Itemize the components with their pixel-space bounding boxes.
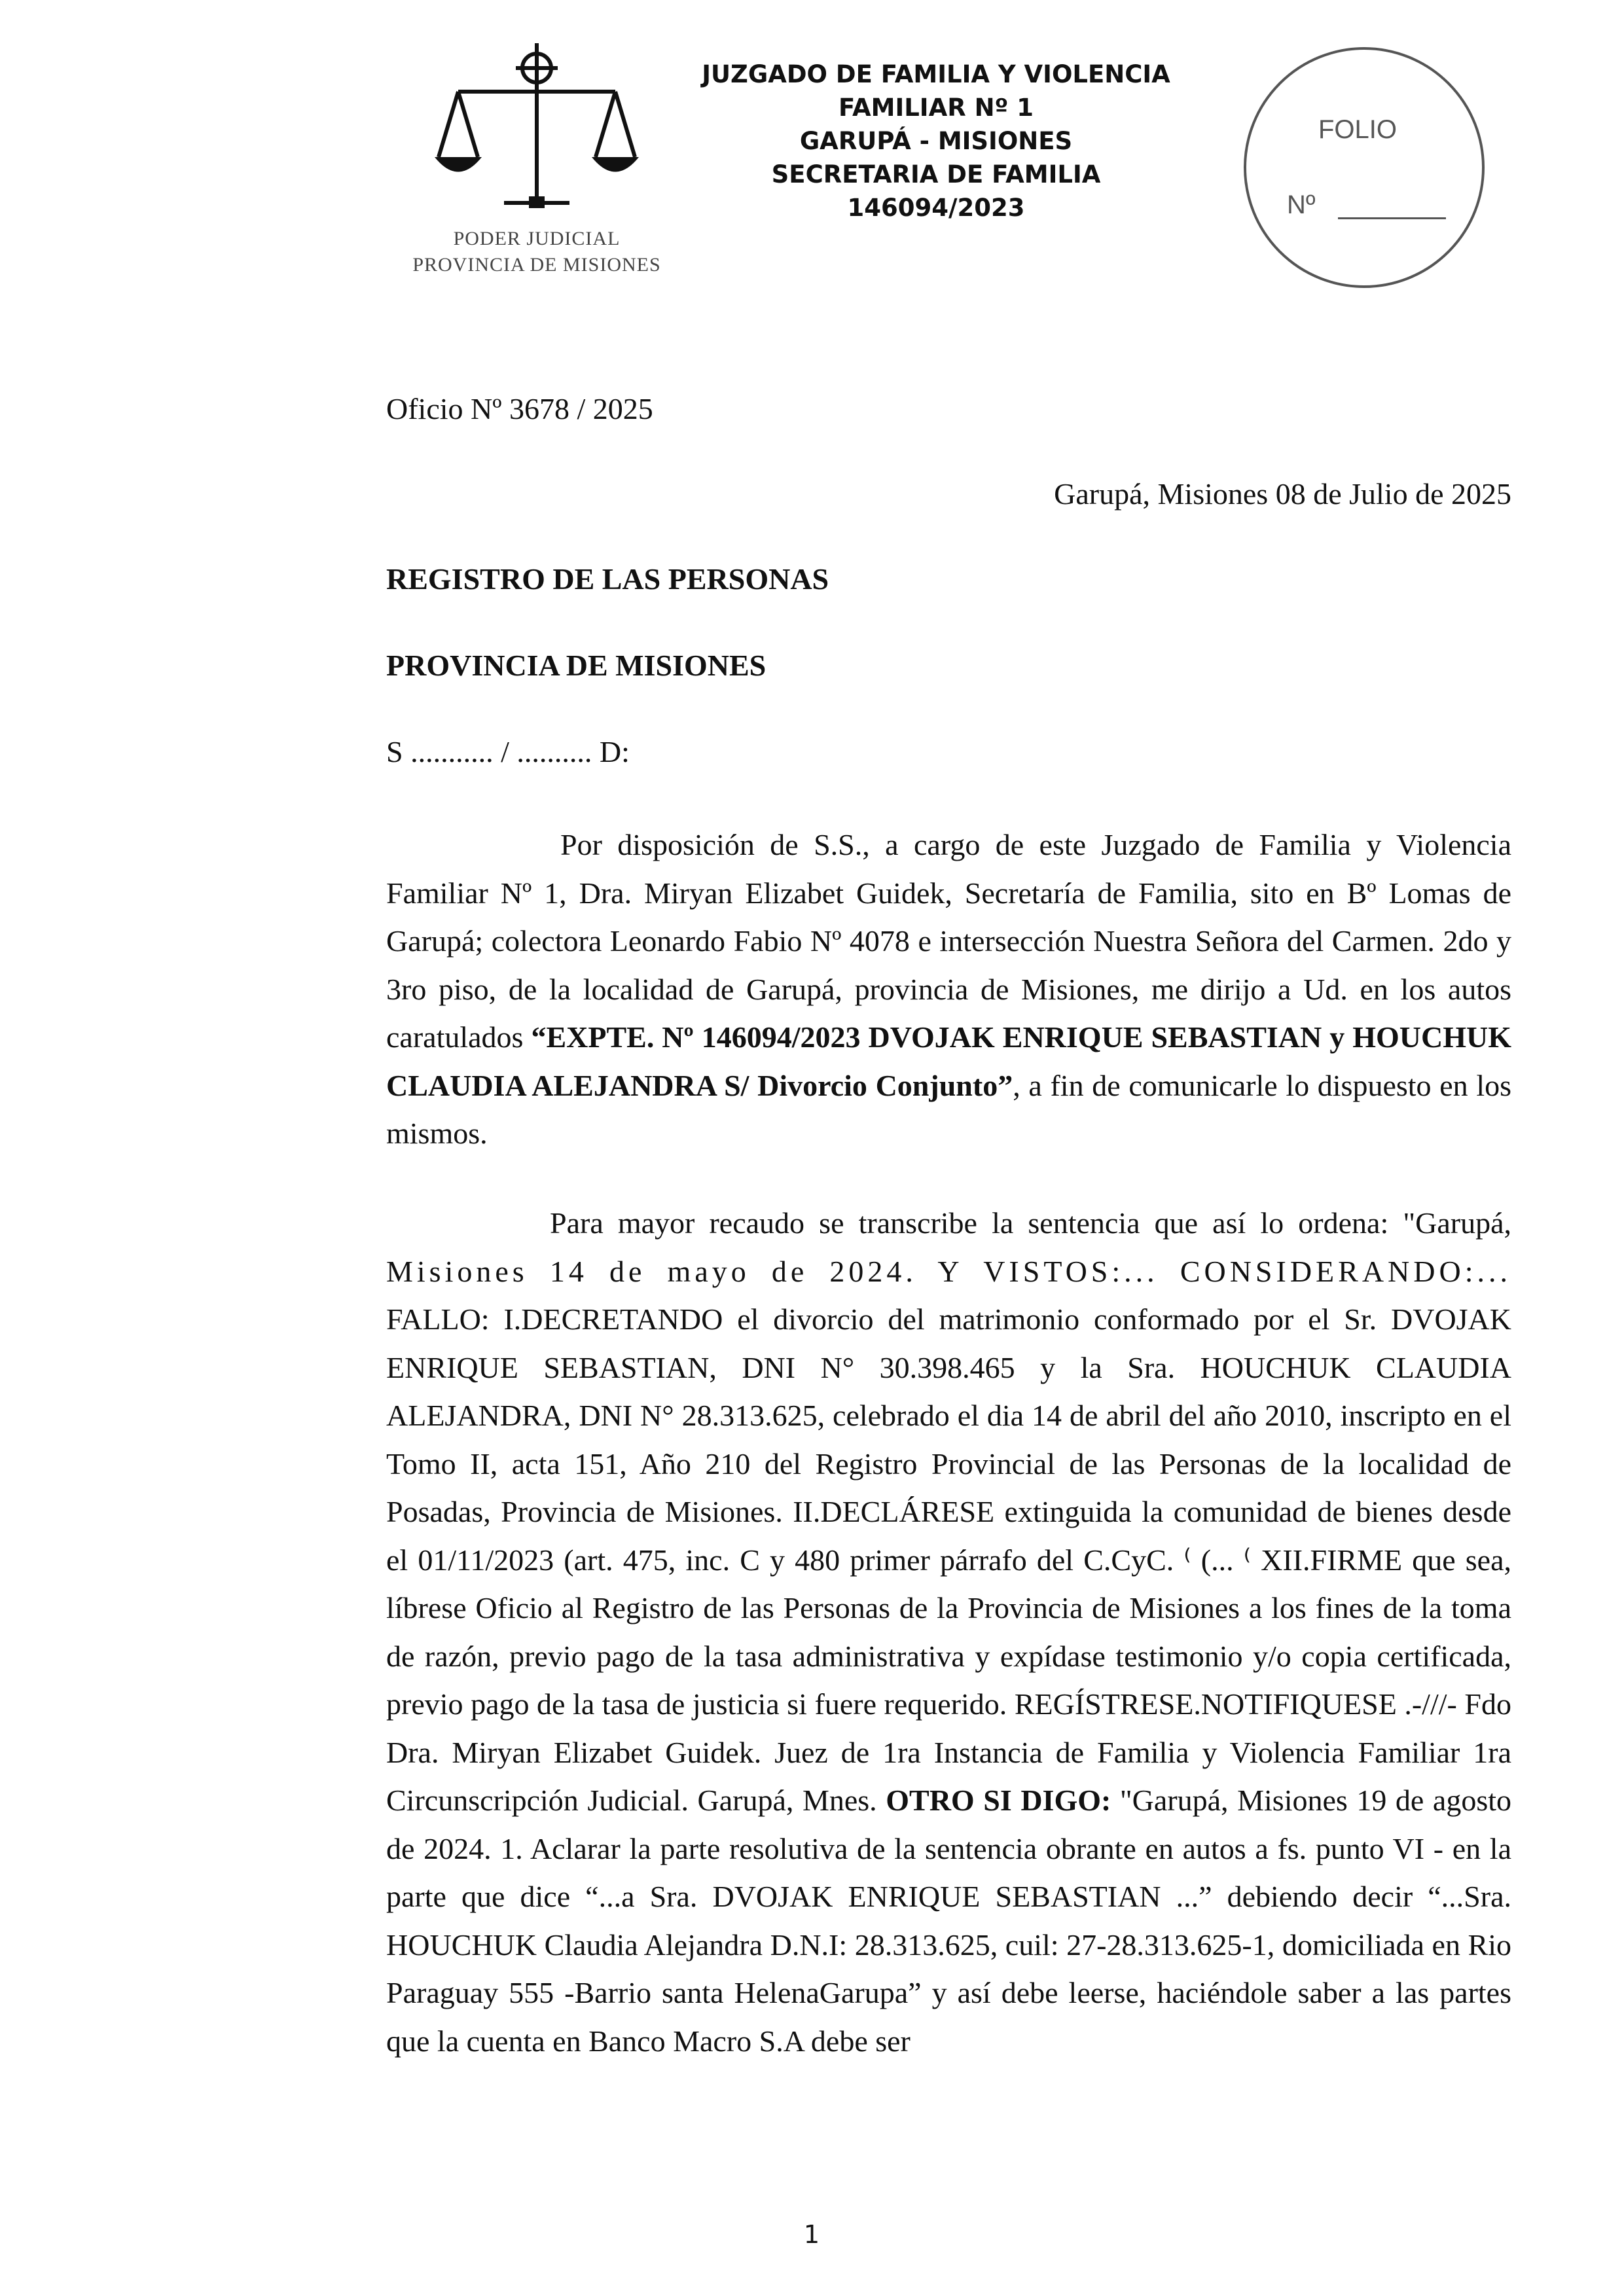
folio-number-label: Nº [1287, 190, 1316, 219]
court-header-line: 146094/2023 [847, 194, 1025, 222]
sentence-text-part2: Misiones 14 de mayo de 2024. Y VISTOS:... CONSIDERANDO:... [386, 1254, 1511, 1288]
court-header-line: FAMILIAR Nº 1 [838, 94, 1034, 122]
addressee-line1: REGISTRO DE LAS PERSONAS [386, 562, 829, 596]
poder-judicial-logo [393, 39, 681, 288]
court-header-line: SECRETARIA DE FAMILIA [771, 160, 1101, 188]
letter-date: Garupá, Misiones 08 de Julio de 2025 [1054, 477, 1511, 511]
otro-si-digo: OTRO SI DIGO: [886, 1784, 1111, 1817]
addressee-line2: PROVINCIA DE MISIONES [386, 649, 767, 682]
paragraph-intro-closing: , a fin de comunicarle lo dispuesto en los mismos. [386, 1068, 1511, 1150]
case-title: “EXPTE. Nº 146094/2023 DVOJAK ENRIQUE SEBASTIAN y HOUCHUK CLAUDIA ALEJANDRA S/ Divorcio Conjunto” [386, 1020, 1511, 1102]
oficio-number: Oficio Nº 3678 / 2025 [386, 392, 653, 425]
folio-stamp [1244, 47, 1485, 288]
scales-of-justice-icon [432, 39, 641, 223]
folio-label: FOLIO [1318, 115, 1398, 144]
sentence-text-part4: "Garupá, Misiones 19 de agosto de 2024. 1. Aclarar la parte resolutiva de la sentencia obrante en autos a fs. punto VI - en la parte que dice “...a Sra. DVOJAK ENRIQUE SEBASTIAN ...” debiendo decir “...Sra. HOUCHUK Claudia Alejandra D.N.I: 28.313.625, cuil: 27-28.313.625-1, domiciliada en Rio Paraguay 555 -Barrio santa HelenaGarupa” y así debe leerse, haciéndole saber a las partes que la cuenta en Banco Macro S.A debe ser [386, 1784, 1511, 2058]
page-number: 1 [803, 2220, 820, 2249]
paragraph-intro [386, 821, 1511, 1158]
paragraph-sentence [386, 1199, 1511, 2065]
sentence-text-part3: FALLO: I.DECRETANDO el divorcio del matrimonio conformado por el Sr. DVOJAK ENRIQUE SEBASTIAN, DNI N° 30.398.465 y la Sra. HOUCHUK CLAUDIA ALEJANDRA, DNI N° 28.313.625, celebrado el dia 14 de abril del año 2010, inscripto en el Tomo II, acta 151, Año 210 del Registro Provincial de las Personas de la localidad de Posadas, Provincia de Misiones. II.DECLÁRESE extinguida la comunidad de bienes desde el 01/11/2023 (art. 475, inc. C y 480 primer párrafo del C.CyC. ⁽ (... ⁽ XII.FIRME que sea, líbrese Oficio al Registro de las Personas de la Provincia de Misiones a los fines de la toma de razón, previo pago de la tasa administrativa y expídase testimonio y/o copia certificada, previo pago de la tasa de justicia si fuere requerido. REGÍSTRESE.NOTIFIQUESE .-///- Fdo Dra. Miryan Elizabet Guidek. Juez de 1ra Instancia de Familia y Violencia Familiar 1ra Circunscripción Judicial. Garupá, Mnes. [386, 1302, 1511, 1817]
logo-text-line2: PROVINCIA DE MISIONES [412, 254, 661, 276]
sentence-text-part1: Para mayor recaudo se transcribe la sentencia que así lo ordena: "Garupá, [550, 1206, 1511, 1240]
logo-text-line1: PODER JUDICIAL [453, 228, 621, 249]
court-header-line: GARUPÁ - MISIONES [799, 127, 1073, 155]
folio-number-blank [1338, 217, 1446, 219]
salutation: S ........... / .......... D: [386, 735, 630, 768]
court-header [700, 58, 1172, 224]
paragraph-intro-text: Por disposición de S.S., a cargo de este Juzgado de Familia y Violencia Familiar Nº 1, Dra. Miryan Elizabet Guidek, Secretaría de Familia, sito en Bº Lomas de Garupá; colectora Leonardo Fabio Nº 4078 e intersección Nuestra Señora del Carmen. 2do y 3ro piso, de la localidad de Garupá, provincia de Misiones, me dirijo a Ud. en los autos caratulados [386, 828, 1511, 1054]
court-header-line: JUZGADO DE FAMILIA Y VIOLENCIA [702, 60, 1170, 88]
